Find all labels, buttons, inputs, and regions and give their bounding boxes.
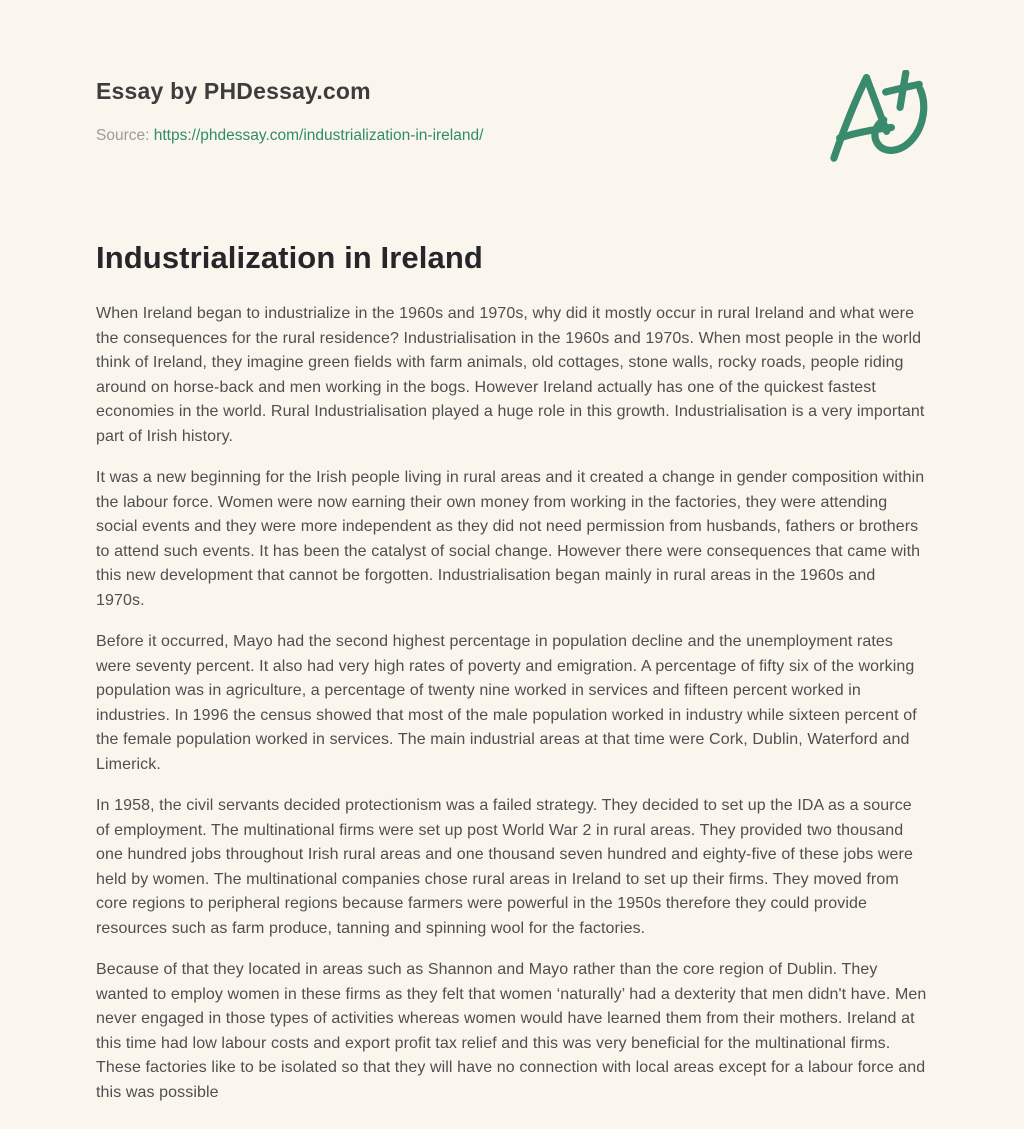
a-plus-logo-icon: [828, 70, 928, 162]
brand-title: Essay by PHDessay.com: [96, 78, 371, 104]
logo-a-left-stroke: [834, 78, 867, 158]
essay-body: [96, 302, 928, 1105]
essay-paragraph: Because of that they located in areas such as Shannon and Mayo rather than the core region of Dublin. They wanted to employ women in these firms as they felt that women ‘naturally’ had a dexterity that men didn't have. Men never engaged in those types of activities whereas women would have learned them from their mothers. Ireland at this time had low labour costs and export profit tax relief and this was very beneficial for the multinational firms. These factories like to be isolated so that they will have no connection with local areas except for a labour force and this was possible: [96, 961, 927, 1101]
essay-paragraph: Before it occurred, Mayo had the second highest percentage in population decline and the unemployment rates were seventy percent. It also had very high rates of poverty and emigration. A percentage of fifty six of the working population was in agriculture, a percentage of twenty nine worked in services and fifteen percent worked in industries. In 1996 the census showed that most of the male population worked in industry while sixteen percent of the female population worked in services. The main industrial areas at that time were Cork, Dublin, Waterford and Limerick.: [96, 633, 917, 773]
page-header: [96, 72, 928, 162]
page-title: Industrialization in Ireland: [96, 240, 483, 275]
header-text-block: [96, 72, 483, 145]
essay-paragraph: In 1958, the civil servants decided protectionism was a failed strategy. They decided to set up the IDA as a source of employment. The multinational firms were set up post World War 2 in rural areas. They provided two thousand one hundred jobs throughout Irish rural areas and one thousand seven hundred and eighty-five of these jobs were held by women. The multinational companies chose rural areas in Ireland to set up their firms. They moved from core regions to peripheral regions because farmers were powerful in the 1950s therefore they could provide resources such as farm produce, tanning and spinning wool for the factories.: [96, 797, 913, 937]
essay-paragraph: It was a new beginning for the Irish people living in rural areas and it created a change in gender composition within the labour force. Women were now earning their own money from working in the factories, they were attending social events and they were more independent as they did not need permission from husbands, fathers or brothers to attend such events. It has been the catalyst of social change. However there were consequences that came with this new development that cannot be forgotten. Industrialisation began mainly in rural areas in the 1960s and 1970s.: [96, 469, 925, 609]
logo-plus-horizontal-stroke: [886, 84, 920, 92]
source-url-link[interactable]: https://phdessay.com/industrialization-in-ireland/: [153, 127, 484, 144]
source-label: Source:: [96, 127, 150, 144]
essay-paragraph: When Ireland began to industrialize in the 1960s and 1970s, why did it mostly occur in rural Ireland and what were the consequences for the rural residence? Industrialisation in the 1960s and 1970s. When most people in the world think of Ireland, they imagine green fields with farm animals, old cottages, stone walls, rocky roads, people riding around on horse-back and men working in the bogs. However Ireland actually has one of the quickest fastest economies in the world. Rural Industrialisation played a huge role in this growth. Industrialisation is a very important part of Irish history.: [96, 305, 925, 445]
source-line: [96, 127, 483, 145]
